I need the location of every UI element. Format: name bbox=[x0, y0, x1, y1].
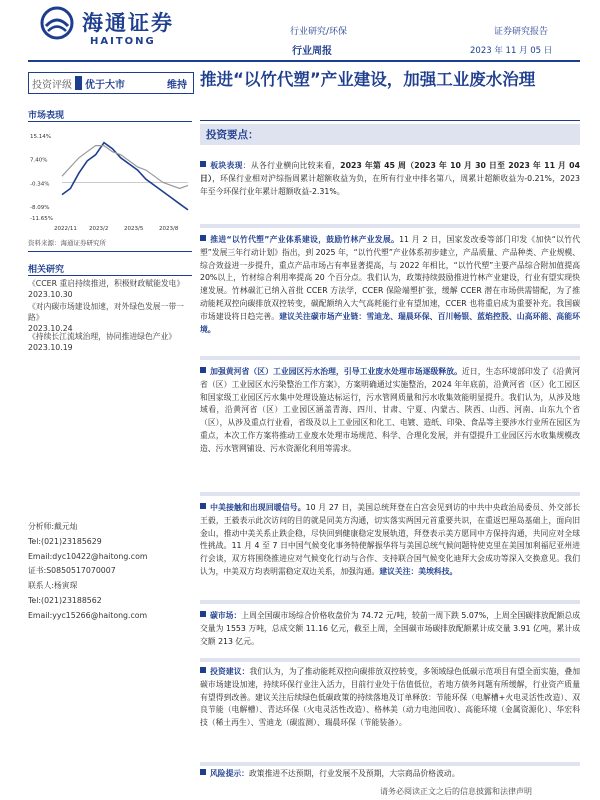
y-tick-label: -0.34% bbox=[30, 181, 50, 188]
point-bamboo bbox=[200, 234, 580, 336]
related-item-title: 《对内碳市场建设加速，对外绿色发展一带一路》 bbox=[28, 302, 184, 322]
point-rest: ，环保行业相对沪综指周累计超额收益为负，在所有行业中排名第八，周累计超额收益为-0.21%，2023 年至今环保行业年累计超额收益-2.31%。 bbox=[200, 173, 581, 196]
x-tick-label: 2023/2 bbox=[89, 226, 109, 232]
x-tick-label: 2023/8 bbox=[159, 226, 179, 232]
point-body: 我们认为，为了推动能耗双控向碳排放双控转变，多领域绿色低碳示范项目有望全面实施，叠加碳市场建设加速，持续环保行业注入活力，目前行业处于估值低位，若地方债务问题有所缓解，行业资产质量有望得到改善。建议关注后续绿色低碳政策的持续落地及订单释放：节能环保（电解槽+火电灵活性改造）、双良节能（电解槽）、青达环保（火电灵活性改造）、格林美（动力电池回收）、高能环境（金属资源化）、华宏科技（稀土再生）、雪迪龙（碳监测）、瑞晨环保（节能装备）。 bbox=[200, 667, 580, 728]
contact-tel: Tel:(021)23188562 bbox=[28, 595, 102, 605]
report-kind-label: 行业周报 bbox=[292, 46, 332, 57]
point-lead: 推进“以竹代塑”产业体系建设，鼓励竹林产业发展。 bbox=[210, 235, 400, 244]
related-item[interactable] bbox=[28, 301, 192, 334]
point-body: 政策推进不达预期，行业发展不及预期，大宗商品价格波动。 bbox=[248, 769, 460, 778]
contact-email[interactable]: Email:yyc15266@haitong.com bbox=[28, 610, 148, 620]
footer-disclaimer: 请务必阅读正文之后的信息披露和法律声明 bbox=[380, 787, 532, 796]
point-tail: 建议关注：美埃科技。 bbox=[379, 566, 458, 576]
report-date: 2023 年 11 月 05 日 bbox=[470, 46, 553, 56]
rating-separator bbox=[75, 76, 82, 90]
analyst-email[interactable]: Email:dyc10422@haitong.com bbox=[28, 551, 148, 561]
point-investment bbox=[200, 666, 580, 730]
point-risk bbox=[200, 768, 580, 781]
point-separator bbox=[200, 600, 580, 604]
point-bold: 2023 年第 45 周（2023 年 10 月 30 日至 2023 年 11 月 04 日） bbox=[200, 161, 581, 183]
point-lead: 板块表现 bbox=[210, 161, 243, 170]
point-separator bbox=[200, 492, 580, 496]
point-separator bbox=[200, 356, 580, 360]
point-separator bbox=[200, 224, 580, 228]
title-divider bbox=[200, 120, 580, 121]
header-divider bbox=[28, 60, 580, 62]
series-line-2 bbox=[62, 146, 188, 189]
bullet-icon bbox=[200, 161, 206, 167]
point-body: 10 月 27 日，美国总统拜登在白宫会见到访的中共中央政治局委员、外交部长王毅，王毅表示此次访问的目的就是同美方沟通，切实落实两国元首重要共识，在重返巴厘岛基础上，面向旧金山，推动中美关系止跌企稳，尽快回到健康稳定发展轨道，拜登表示美方愿同中方保持沟通，共同应对全球性挑战。11 月 4 至 7 日中国气候变化事务特使解振华将与美国总统气候问题特使克里在美国加利福尼亚州进行会谈，双方将围绕推进应对气候变化行动与合作、支持联合国气候变化迪拜大会成功等深入交换意见。我们认为，中美双方均表明需稳定双边关系，加强沟通。 bbox=[200, 503, 580, 576]
haitong-logo-icon bbox=[40, 6, 74, 40]
rating-action: 维持 bbox=[167, 79, 187, 91]
series-line-1 bbox=[62, 143, 188, 210]
analyst-name: 分析师:戴元灿 bbox=[28, 522, 78, 531]
point-lead: 投资建议： bbox=[210, 667, 250, 676]
point-separator bbox=[200, 658, 580, 662]
point-us-china bbox=[200, 502, 580, 579]
report-title: 推进“以竹代塑”产业建设，加强工业废水治理 bbox=[200, 70, 536, 89]
contact-name: 联系人:杨寅琛 bbox=[28, 581, 78, 591]
related-item[interactable] bbox=[28, 331, 192, 353]
x-tick-label: 2023/5 bbox=[124, 226, 144, 232]
related-item-title: 《CCER 重启持续推进，积极财政赋能发电》 bbox=[28, 279, 185, 288]
related-item-date: 2023.10.24 bbox=[28, 324, 73, 333]
logo-english: HAITONG bbox=[90, 36, 156, 47]
point-body: 近日，生态环境部印发了《沿黄河省（区）工业园区水污染整治工作方案》，方案明确通过实施整治，2024 年年底前，沿黄河省（区）化工园区和国家级工业园区污水集中处理设施达标运行，污水管网质量和污水收集效能明显提升。我们认为，从涉及地域看，沿黄河省（区）工业园区涵盖青海、四川、甘肃、宁夏、内蒙古、陕西、山西、河南、山东九个省（区），从涉及重点行业看，省级及以上工业园区和化工、电镀、造纸、印染、食品等主要涉水行业所在园区为重点，本次工作方案将推动工业废水处理市场规范、科学、合理化发展，并有望提升工业园区污水收集规模改造、污水管网铺设、污水资源化利用等需求。 bbox=[200, 367, 581, 453]
y-tick-label: 15.14% bbox=[30, 134, 51, 140]
logo-chinese: 海通证券 bbox=[82, 10, 174, 35]
rating-box bbox=[28, 72, 194, 94]
y-tick-label: -8.09% bbox=[30, 205, 50, 212]
bullet-icon bbox=[200, 769, 206, 775]
related-divider bbox=[28, 275, 192, 276]
point-body: 上周全国碳市场综合价格收盘价为 74.72 元/吨，较前一周下跌 5.07%，上周全国碳排放配额总成交量为 1553 万吨，总成交额 11.16 亿元，截至上周，全国碳市场碳排放配额累计成交量 3.91 亿吨，累计成交额 213 亿元。 bbox=[200, 611, 580, 646]
bullet-icon bbox=[200, 367, 206, 373]
point-lead: 碳市场： bbox=[210, 611, 242, 620]
point-carbon-market bbox=[200, 610, 580, 648]
point-tail: 建议关注碳市场产业链：雪迪龙、瑞晨环保、百川畅银、蓝焰控股、山高环能、高能环境。 bbox=[200, 311, 581, 334]
bullet-icon bbox=[200, 503, 206, 509]
point-lead: 加强黄河省（区）工业园区污水治理，引导工业废水处理市场逐级释放。 bbox=[210, 367, 462, 376]
related-item-date: 2023.10.19 bbox=[28, 343, 73, 352]
point-lead: 中美接触和出现回暖信号。 bbox=[210, 503, 306, 512]
related-item-title: 《持续长江流域治理，协同推进绿色产业》 bbox=[28, 332, 177, 341]
category-label: 行业研究/环保 bbox=[290, 27, 348, 37]
market-performance-chart bbox=[28, 126, 192, 234]
y-tick-label: 7.40% bbox=[30, 157, 48, 164]
chart-source: 资料来源：海通证券研究所 bbox=[28, 239, 106, 247]
related-item-date: 2023.10.30 bbox=[28, 290, 73, 299]
point-separator bbox=[200, 762, 580, 766]
market-divider bbox=[28, 121, 192, 122]
point-market-performance bbox=[200, 160, 580, 198]
rating-label: 投资评级 bbox=[32, 79, 72, 91]
analyst-cert: 证书:S0850517070007 bbox=[28, 566, 116, 576]
report-type-label: 证券研究报告 bbox=[494, 27, 549, 37]
key-points-header bbox=[200, 124, 580, 145]
source-divider bbox=[28, 251, 192, 252]
related-item[interactable] bbox=[28, 278, 192, 300]
x-tick-label: 2022/11 bbox=[54, 226, 77, 232]
bullet-icon bbox=[200, 667, 206, 673]
market-heading: 市场表现 bbox=[28, 111, 65, 121]
bullet-icon bbox=[200, 235, 206, 241]
key-points-heading: 投资要点： bbox=[206, 129, 259, 141]
point-body: 11 月 2 日，国家发改委等部门印发《加快“以竹代塑”发展三年行动计划》指出，到 2025 年，“以竹代塑”产业体系初步建立，产品质量、产品种类、产业规模、综合效益进一步提升，重点产品市场占有率显著提高，与 2022 年相比，“以竹代塑”主要产品综合附加值提高 20%以上，竹材综合利用率提高 20 个百分点。我们认为，政策持续鼓励推进竹林产业建设，行业有望实现快速发展。竹林碳汇已纳入首批 CCER 方法学，CCER 保险端塑扩张，缓解 CCER 潜在市场供需错配，为了推动能耗双控向碳排放双控转变，碳配额纳入大气高耗能行业有望加速，CCER 也将重启成为重要补充。我国碳市场建设将日趋完善。 bbox=[200, 235, 580, 321]
rating-value: 优于大市 bbox=[85, 79, 125, 91]
analyst-contact bbox=[28, 520, 192, 624]
related-heading: 相关研究 bbox=[28, 265, 65, 275]
y-tick-label: -11.65% bbox=[30, 216, 53, 222]
point-lead: 风险提示： bbox=[210, 769, 249, 778]
point-body: ：从各行业横向比较来看， bbox=[242, 161, 341, 170]
bullet-icon bbox=[200, 611, 206, 617]
point-wastewater bbox=[200, 366, 580, 456]
analyst-tel: Tel:(021)23185629 bbox=[28, 536, 102, 546]
